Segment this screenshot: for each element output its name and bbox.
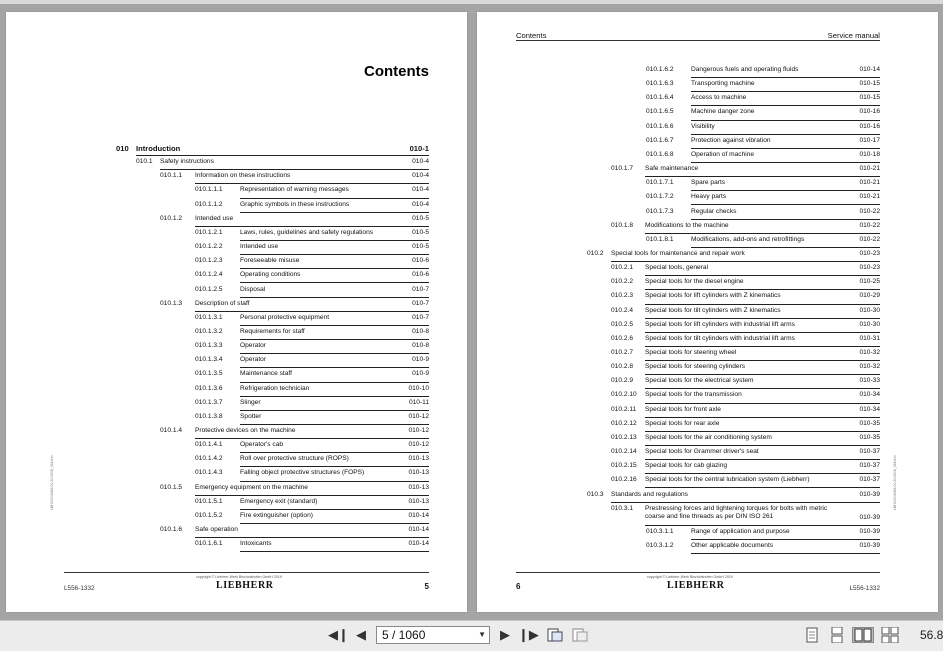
top-edge	[0, 0, 943, 4]
toc-entry[interactable]	[195, 184, 429, 198]
toc-entry[interactable]	[195, 284, 429, 298]
toc-entry-number: 010.2.9	[611, 377, 633, 385]
toc-entry-page: 010-22	[859, 207, 880, 215]
toc-entry-title-line: Prestressing forces and tightening torques for bolts with metric	[645, 504, 828, 512]
toc-entry-number: 010.2.12	[611, 419, 637, 427]
toc-entry-rule	[240, 551, 429, 552]
toc-entry-title: Special tools for front axle	[645, 405, 721, 413]
footer-model: L556-1332	[849, 585, 880, 592]
toc-entry-page: 010-11	[408, 398, 429, 406]
toc-entry-page: 010-12	[408, 412, 429, 420]
toc-entry-title: Maintenance staff	[240, 370, 292, 378]
toc-entry[interactable]	[195, 439, 429, 453]
toc-entry[interactable]	[195, 340, 429, 354]
toc-entry-title: Access to machine	[691, 94, 747, 102]
toc-entry-title: Emergency exit (standard)	[240, 497, 318, 505]
toc-entry[interactable]	[611, 418, 880, 432]
toc-entry-page: 010-4	[412, 200, 429, 208]
toc-entry-rule	[691, 553, 880, 554]
toc-entry-number: 010.1.7	[611, 165, 633, 173]
toc-entry[interactable]	[195, 227, 429, 241]
toc-entry-title: Information on these instructions	[195, 172, 291, 180]
header-left: Contents	[516, 31, 547, 40]
toc-entry-page: 010-9	[412, 370, 429, 378]
toc-entry-title: Special tools for the air conditioning system	[645, 433, 772, 441]
header-right: Service manual	[827, 31, 880, 40]
toc-entry[interactable]	[611, 163, 880, 177]
toc-entry-number: 010.1.5.2	[195, 511, 223, 519]
toc-entry-page: 010-6	[412, 257, 429, 265]
toc-entry[interactable]	[195, 496, 429, 510]
toc-entry-title: Special tools for the central lubrication system (Liebherr)	[645, 476, 810, 484]
toc-entry[interactable]	[116, 142, 429, 156]
toc-entry-title: Special tools for the diesel engine	[645, 278, 744, 286]
toc-entry-page: 010-32	[859, 363, 880, 371]
toc-entry-number: 010.2.2	[611, 278, 633, 286]
two-page-icon[interactable]	[852, 627, 874, 643]
toc-entry[interactable]	[611, 460, 880, 474]
toc-entry[interactable]	[160, 524, 429, 538]
toc-entry-number: 010.2.10	[611, 391, 637, 399]
toc-entry-title: Special tools for tilt cylinders with Z kinematics	[645, 306, 781, 314]
toc-entry-title: Graphic symbols in these instructions	[240, 200, 350, 208]
last-page-icon[interactable]: ❙▶	[518, 627, 539, 642]
toc-entry[interactable]	[195, 383, 429, 397]
toc-entry-number: 010.1.5	[160, 483, 182, 491]
toc-entry-page: 010-18	[859, 150, 880, 158]
previous-page-icon[interactable]: ◀	[356, 627, 366, 642]
toc-entry[interactable]	[160, 425, 429, 439]
toc-entry-page: 010-22	[859, 221, 880, 229]
toc-entry-title	[645, 505, 827, 520]
toc-entry[interactable]	[195, 255, 429, 269]
toc-entry-title: Personal protective equipment	[240, 313, 330, 321]
toc-entry[interactable]	[195, 467, 429, 481]
toc-entry-number: 010.1.8	[611, 221, 633, 229]
toc-entry-number: 010.1.7.3	[646, 207, 674, 215]
toc-entry-number: 010.1.6.4	[646, 94, 674, 102]
toc-entry[interactable]	[646, 64, 880, 78]
toc-entry-number: 010.1.3.8	[195, 412, 223, 420]
toc-entry-number: 010	[116, 144, 129, 153]
toc-entry-page: 010-5	[412, 214, 429, 222]
toc-entry-title: Modifications to the machine	[645, 221, 729, 229]
toc-entry-title: Machine danger zone	[691, 108, 755, 116]
toc-entry[interactable]	[611, 404, 880, 418]
toc-entry[interactable]	[611, 389, 880, 403]
side-document-code: LBH/12008461/00-2019/08_0641/en	[893, 455, 897, 510]
single-page-icon[interactable]	[803, 627, 821, 643]
toc-entry[interactable]	[611, 220, 880, 234]
toc-entry-number: 010.1.2.4	[195, 271, 223, 279]
toc-entry-number: 010.1.3.6	[195, 384, 223, 392]
toc-entry-page: 010-14	[408, 540, 429, 548]
page-number: 5	[424, 582, 429, 591]
toc-entry-title: Operating conditions	[240, 271, 301, 279]
toc-entry[interactable]	[646, 121, 880, 135]
toc-entry[interactable]	[611, 305, 880, 319]
toc-entry-page: 010-21	[859, 193, 880, 201]
footer-rule	[64, 572, 429, 573]
toc-entry-number: 010.2.14	[611, 448, 637, 456]
toc-entry-page: 010-16	[859, 122, 880, 130]
toc-entry-title: Regular checks	[691, 207, 737, 215]
toc-entry-title: Transporting machine	[691, 80, 755, 88]
toc-entry-number: 010.1.6.6	[646, 122, 674, 130]
toc-entry-number: 010.1.3	[160, 299, 182, 307]
toc-entry-page: 010-13	[408, 455, 429, 463]
first-page-icon[interactable]: ◀❙	[328, 627, 349, 642]
toc-entry-title: Range of application and purpose	[691, 527, 790, 535]
fit-page-icon[interactable]	[546, 627, 564, 643]
toc-entry-page: 010-39	[859, 541, 880, 549]
toc-entry-page: 010-21	[859, 179, 880, 187]
toc-entry-title: Representation of warning messages	[240, 186, 349, 194]
toc-entry-page: 010-22	[859, 235, 880, 243]
toc-entry-title: Fire extinguisher (option)	[240, 511, 313, 519]
toc-entry[interactable]	[160, 170, 429, 184]
toc-entry-number: 010.2.8	[611, 363, 633, 371]
toc-entry-title: Special tools for lift cylinders with Z kinematics	[645, 292, 781, 300]
toc-entry-title: Operator	[240, 356, 267, 364]
toc-entry-page: 010-14	[859, 66, 880, 73]
toc-entry[interactable]	[195, 453, 429, 467]
toc-entry[interactable]	[195, 199, 429, 213]
toc-entry-number: 010.2	[587, 249, 604, 257]
toc-entry-page: 010-37	[859, 448, 880, 456]
toc-entry-page: 010-6	[412, 271, 429, 279]
toc-entry-page: 010-5	[412, 243, 429, 251]
toc-entry[interactable]	[136, 156, 429, 170]
toc-entry-title: Requirements for staff	[240, 327, 305, 335]
toc-entry-number: 010.3	[587, 490, 604, 498]
toc-entry-title: Disposal	[240, 285, 266, 293]
toc-entry-page: 010-12	[408, 427, 429, 434]
toc-entry-page: 010-4	[412, 158, 429, 166]
toc-entry-page: 010-37	[859, 462, 880, 470]
toc-entry[interactable]	[195, 312, 429, 326]
toc-entry-page: 010-13	[408, 469, 429, 477]
toc-entry-title: Safety instructions	[160, 158, 214, 166]
toc-entry-number: 010.1.2.2	[195, 243, 223, 251]
toc-entry-page: 010-30	[859, 306, 880, 314]
toc-entry-number: 010.1.6.8	[646, 150, 674, 158]
toc-entry-title: Special tools for steering wheel	[645, 349, 737, 356]
toc-entry-number: 010.3.1	[611, 504, 633, 512]
header-rule	[516, 40, 880, 41]
toc-entry-number: 010.1.7.1	[646, 179, 674, 187]
two-page-continuous-icon[interactable]	[880, 627, 900, 643]
toc-entry-title: Falling object protective structures (FOPS)	[240, 469, 365, 477]
toc-entry-title: Roll over protective structure (ROPS)	[240, 455, 349, 463]
toc-entry-page: 010-5	[412, 228, 429, 236]
viewer-toolbar	[0, 620, 943, 651]
liebherr-logo: LIEBHERR	[216, 580, 274, 591]
toc-entry-title: Spotter	[240, 412, 262, 420]
toc-entry-number: 010.1.6.2	[646, 66, 674, 73]
toc-entry-title: Heavy parts	[691, 193, 727, 201]
toc-entry-number: 010.2.4	[611, 306, 633, 314]
toc-entry-number: 010.1.4	[160, 427, 182, 434]
toc-entry-title: Standards and regulations	[611, 490, 688, 498]
toc-entry-title: Operation of machine	[691, 150, 755, 158]
toc-entry-page: 010-7	[412, 285, 429, 293]
toc-entry-page: 010-21	[859, 165, 880, 173]
toc-entry-title: Dangerous fuels and operating fluids	[691, 66, 799, 73]
toc-entry-title: Visibility	[691, 122, 715, 130]
toc-entry-number: 010.1.6.1	[195, 540, 223, 548]
toc-entry-number: 010.1.7.2	[646, 193, 674, 201]
toc-entry[interactable]	[611, 503, 880, 526]
fit-width-icon[interactable]	[571, 627, 589, 643]
toc-entry-page: 010-37	[859, 476, 880, 484]
toc-entry-title: Introduction	[136, 144, 181, 153]
toc-entry[interactable]	[195, 397, 429, 411]
toc-entry-number: 010.1.5.1	[195, 497, 223, 505]
toc-entry-title: Spare parts	[691, 179, 726, 187]
toc-entry-title: Description of staff	[195, 299, 250, 307]
toc-entry[interactable]	[646, 135, 880, 149]
toc-entry-title: Operator's cab	[240, 441, 284, 449]
toc-entry-title: Laws, rules, guidelines and safety regulations	[240, 228, 374, 236]
toc-entry-number: 010.1.6.3	[646, 80, 674, 88]
toc-entry-page: 010-34	[859, 405, 880, 413]
toc-entry-title: Special tools for cab glazing	[645, 462, 728, 470]
toc-entry-title: Special tools for steering cylinders	[645, 363, 746, 371]
toc-entry[interactable]	[195, 241, 429, 255]
toc-entry[interactable]	[611, 347, 880, 361]
toc-entry-page: 010-33	[859, 377, 880, 385]
toc-entry-title: Slinger	[240, 398, 261, 406]
toc-entry-title: Foreseeable misuse	[240, 257, 300, 265]
toc-entry[interactable]	[195, 326, 429, 340]
next-page-icon[interactable]: ▶	[500, 627, 510, 642]
toc-entry-page: 010-32	[859, 349, 880, 356]
toc-entry[interactable]	[160, 482, 429, 496]
toc-entry-number: 010.1.4.1	[195, 441, 223, 449]
toc-entry-number: 010.2.15	[611, 462, 637, 470]
toc-entry-page: 010-17	[859, 136, 880, 144]
toc-entry[interactable]	[611, 361, 880, 375]
toc-entry[interactable]	[646, 191, 880, 205]
toc-entry-number: 010.2.5	[611, 320, 633, 328]
toc-entry-number: 010.1.2.1	[195, 228, 223, 236]
toc-entry-number: 010.2.1	[611, 264, 633, 272]
toc-entry-page: 010-29	[859, 292, 880, 300]
toc-entry-page: 010-1	[409, 144, 429, 153]
toc-entry-number: 010.1.4.2	[195, 455, 223, 463]
toc-entry-page: 010-4	[412, 186, 429, 194]
toc-entry[interactable]	[587, 489, 880, 503]
toc-entry-title: Special tools, general	[645, 264, 709, 272]
toc-entry[interactable]	[587, 248, 880, 262]
toc-entry-title-line: coarse and fine threads as per DIN ISO 261	[645, 512, 774, 520]
toc-entry-title: Intended use	[240, 243, 279, 251]
toc-entry-page: 010-23	[859, 249, 880, 257]
toc-entry[interactable]	[646, 92, 880, 106]
toc-entry[interactable]	[611, 319, 880, 333]
toc-entry-title: Safe operation	[195, 526, 238, 534]
toc-entry-page: 010-23	[859, 264, 880, 272]
toc-entry-number: 010.1.3.4	[195, 356, 223, 364]
liebherr-logo: LIEBHERR	[667, 580, 725, 591]
toc-entry-page: 010-31	[859, 334, 880, 342]
toc-entry-title: Protection against vibration	[691, 136, 771, 144]
toc-entry-page: 010-35	[859, 433, 880, 441]
toc-entry-number: 010.2.3	[611, 292, 633, 300]
toc-entry-title: Special tools for maintenance and repair work	[611, 249, 745, 257]
toc-entry[interactable]	[646, 106, 880, 120]
toc-entry-page: 010-8	[412, 327, 429, 335]
toc-entry[interactable]	[195, 354, 429, 368]
toc-entry-number: 010.1.3.3	[195, 342, 223, 350]
toc-entry[interactable]	[646, 177, 880, 191]
toc-entry[interactable]	[611, 375, 880, 389]
toc-entry-number: 010.1	[136, 158, 153, 166]
toc-entry[interactable]	[160, 298, 429, 312]
toc-entry[interactable]	[160, 213, 429, 227]
toc-entry-number: 010.1.6.5	[646, 108, 674, 116]
toc-entry-page: 010-15	[859, 80, 880, 88]
zoom-level[interactable]: 56.8	[920, 628, 943, 642]
toc-entry-page: 010-7	[412, 313, 429, 321]
toc-entry-number: 010.2.11	[611, 405, 637, 413]
toc-entry-page: 010-16	[859, 108, 880, 116]
toc-entry-page: 010-34	[859, 391, 880, 399]
toc-entry-number: 010.1.1	[160, 172, 182, 180]
toc-entry-number: 010.3.1.1	[646, 527, 674, 535]
toc-entry-title: Special tools for lift cylinders with industrial lift arms	[645, 320, 795, 328]
footer-rule	[516, 572, 880, 573]
toc-entry-number: 010.1.2.3	[195, 257, 223, 265]
toc-entry-page: 010-4	[412, 172, 429, 180]
toc-entry[interactable]	[195, 538, 429, 552]
toc-entry-title: Safe maintenance	[645, 165, 699, 173]
page-indicator: 5 / 1060	[382, 628, 426, 642]
toc-entry[interactable]	[646, 149, 880, 163]
toc-entry-title: Other applicable documents	[691, 541, 774, 549]
contents-heading: Contents	[364, 63, 429, 80]
toc-entry-number: 010.1.6.7	[646, 136, 674, 144]
toc-entry-title: Special tools for rear axle	[645, 419, 720, 427]
toc-entry[interactable]	[646, 540, 880, 554]
side-document-code: LBH/12008461/00-2019/08_0641/en	[50, 455, 54, 510]
toc-entry-title: Operator	[240, 342, 267, 350]
toc-entry[interactable]	[646, 206, 880, 220]
toc-entry[interactable]	[611, 290, 880, 304]
toc-entry[interactable]	[195, 269, 429, 283]
toc-entry-title: Intoxicants	[240, 540, 272, 548]
toc-entry-page: 010-14	[408, 526, 429, 534]
toc-entry-page: 010-9	[412, 356, 429, 364]
toc-entry-number: 010.2.16	[611, 476, 637, 484]
toc-entry-title: Special tools for the electrical system	[645, 377, 754, 385]
toc-entry-number: 010.1.3.1	[195, 313, 223, 321]
toc-entry-page: 010-10	[408, 384, 429, 392]
toc-entry-page: 010-39	[859, 513, 880, 521]
toc-entry[interactable]	[646, 234, 880, 248]
toc-entry-title: Intended use	[195, 214, 234, 222]
toc-entry-page: 010-12	[408, 441, 429, 449]
document-page-right	[477, 12, 938, 612]
toc-entry-number: 010.2.7	[611, 349, 633, 356]
footer-model: L556-1332	[64, 585, 95, 592]
toc-entry[interactable]	[611, 474, 880, 488]
chevron-down-icon: ▼	[478, 630, 486, 639]
toc-entry-page: 010-15	[859, 94, 880, 102]
toc-entry-number: 010.1.1.2	[195, 200, 223, 208]
document-page-left	[6, 12, 467, 612]
toc-entry-number: 010.2.13	[611, 433, 637, 441]
toc-entry-page: 010-39	[859, 490, 880, 498]
toc-entry-page: 010-35	[859, 419, 880, 427]
toc-entry[interactable]	[611, 276, 880, 290]
page-number: 6	[516, 582, 521, 591]
continuous-page-icon[interactable]	[828, 627, 846, 643]
toc-entry-page: 010-25	[859, 278, 880, 286]
toc-entry-number: 010.1.6	[160, 526, 182, 534]
toc-entry-page: 010-13	[408, 483, 429, 491]
toc-entry-number: 010.1.3.2	[195, 327, 223, 335]
toc-entry-number: 010.2.6	[611, 334, 633, 342]
toc-entry-title: Emergency equipment on the machine	[195, 483, 308, 491]
toc-entry[interactable]	[195, 368, 429, 382]
toc-entry[interactable]	[611, 262, 880, 276]
toc-entry-title: Special tools for Grammer driver's seat	[645, 448, 759, 456]
toc-entry[interactable]	[646, 78, 880, 92]
toc-entry[interactable]	[611, 432, 880, 446]
toc-entry-page: 010-30	[859, 320, 880, 328]
toc-entry[interactable]	[195, 510, 429, 524]
toc-entry-title: Modifications, add-ons and retrofittings	[691, 235, 805, 243]
toc-entry-page: 010-39	[859, 527, 880, 535]
toc-entry-number: 010.1.1.1	[195, 186, 223, 194]
toc-entry-page: 010-7	[412, 299, 429, 307]
footer-copyright: copyright © Liebherr-Werk Bischofshofen GmbH 2019	[647, 575, 733, 579]
toc-entry-number: 010.1.4.3	[195, 469, 223, 477]
toc-entry-number: 010.1.8.1	[646, 235, 674, 243]
toc-entry-number: 010.1.3.7	[195, 398, 223, 406]
footer-copyright: copyright © Liebherr-Werk Bischofshofen GmbH 2019	[196, 575, 282, 579]
toc-entry-title: Refrigeration technician	[240, 384, 310, 392]
toc-entry-title: Special tools for tilt cylinders with industrial lift arms	[645, 334, 795, 342]
toc-entry-number: 010.1.3.5	[195, 370, 223, 378]
toc-entry-page: 010-13	[408, 497, 429, 505]
toc-entry-title: Protective devices on the machine	[195, 427, 296, 434]
toc-entry-number: 010.3.1.2	[646, 541, 674, 549]
toc-entry-title: Special tools for the transmission	[645, 391, 742, 399]
toc-entry-page: 010-8	[412, 342, 429, 350]
toc-entry[interactable]	[195, 411, 429, 425]
toc-entry-number: 010.1.2	[160, 214, 182, 222]
page-number-select[interactable]	[376, 626, 490, 644]
toc-entry[interactable]	[611, 446, 880, 460]
toc-entry-page: 010-14	[408, 511, 429, 519]
toc-entry[interactable]	[646, 526, 880, 540]
toc-entry-number: 010.1.2.5	[195, 285, 223, 293]
toc-entry[interactable]	[611, 333, 880, 347]
